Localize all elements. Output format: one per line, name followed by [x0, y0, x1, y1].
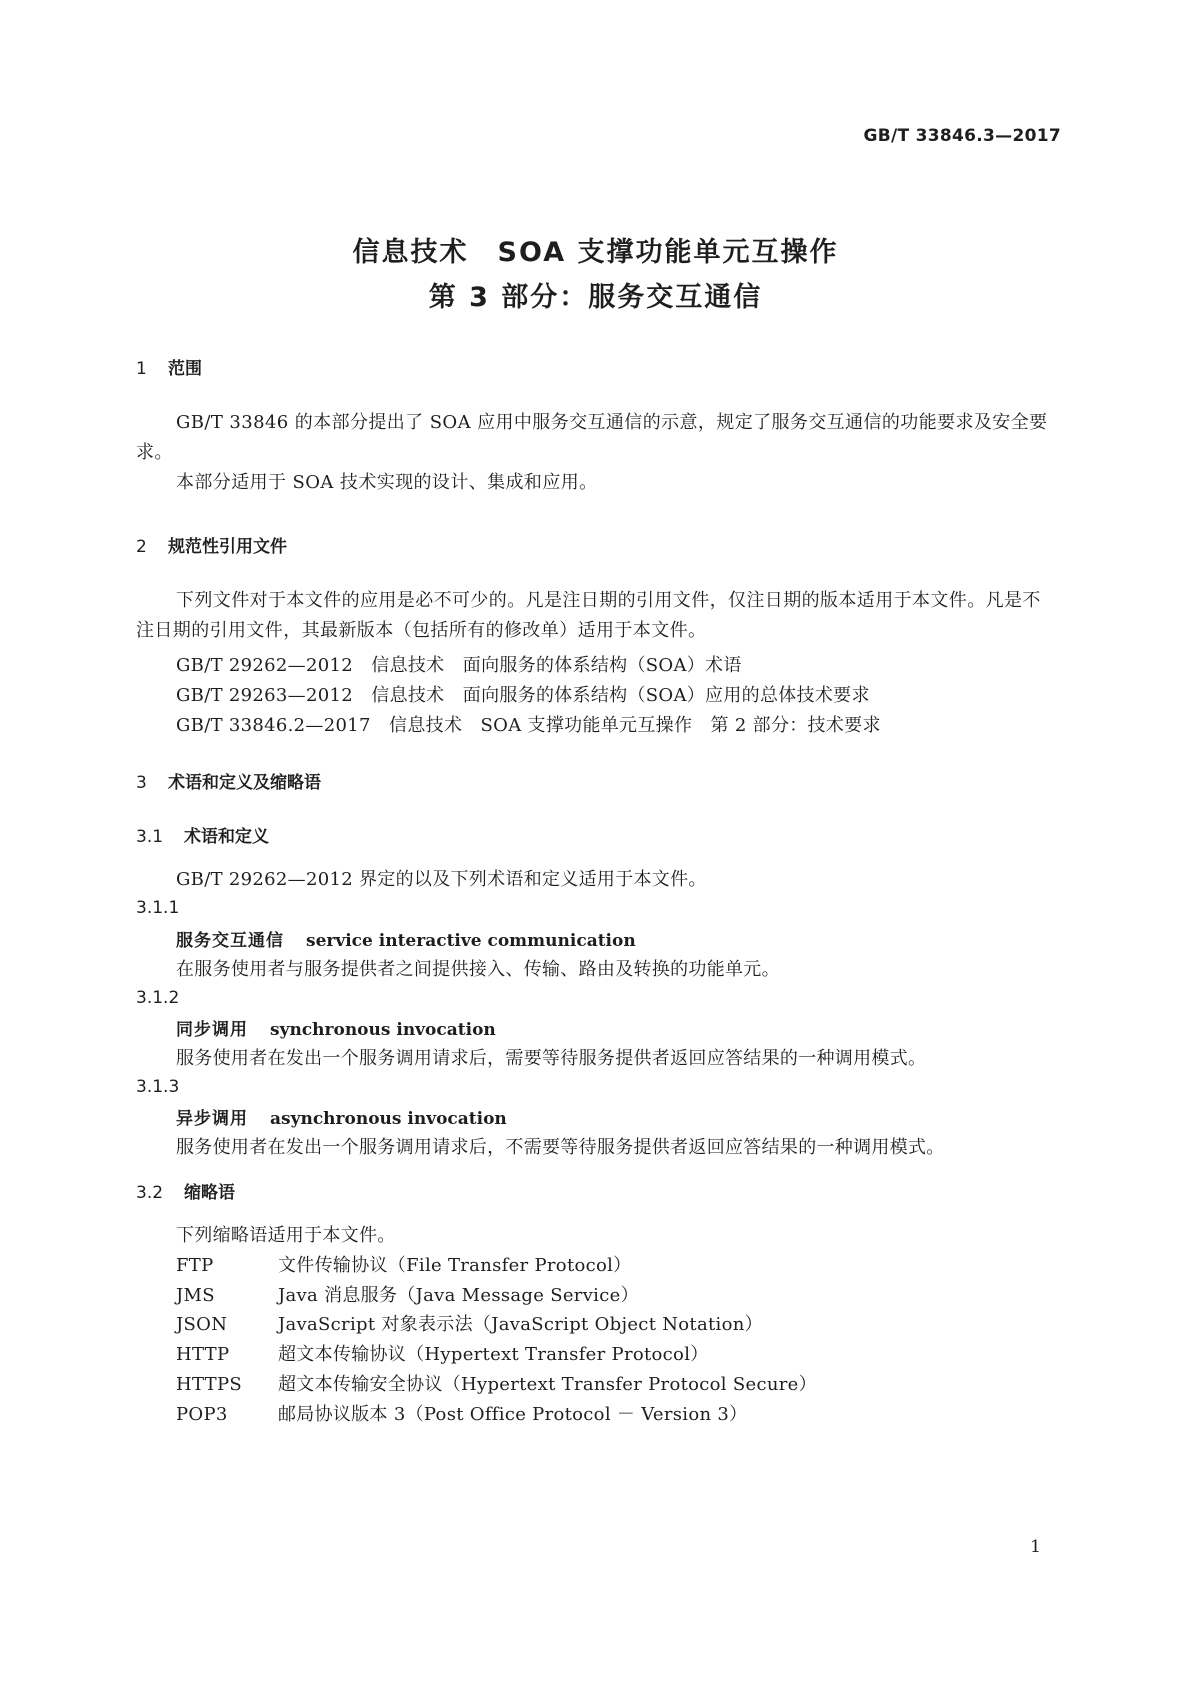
- term-zh: 异步调用: [176, 1109, 248, 1129]
- page-number: 1: [1030, 1537, 1041, 1557]
- section-1-paragraph-1: GB/T 33846 的本部分提出了 SOA 应用中服务交互通信的示意，规定了服务交互通信的功能要求及安全要求。: [136, 412, 1048, 463]
- term-zh: 服务交互通信: [176, 931, 284, 951]
- document-title-line1: 信息技术 SOA 支撑功能单元互操作: [352, 237, 839, 268]
- term-number: 3.1.2: [136, 988, 180, 1008]
- normative-reference: GB/T 29263—2012 信息技术 面向服务的体系结构（SOA）应用的总体技术要求: [176, 685, 870, 706]
- abbreviation-row: [176, 1340, 709, 1366]
- term-en: synchronous invocation: [270, 1020, 496, 1040]
- section-title: 术语和定义: [184, 827, 269, 847]
- section-number: 3: [136, 773, 147, 793]
- abbreviation-row: [176, 1400, 747, 1426]
- abbreviation-expansion: 超文本传输安全协议（Hypertext Transfer Protocol Secure）: [278, 1374, 817, 1395]
- abbreviation-row: [176, 1310, 763, 1336]
- document-title-line2: 第 3 部分：服务交互通信: [428, 282, 763, 313]
- abbreviation: JMS: [176, 1285, 215, 1306]
- abbreviation-expansion: Java 消息服务（Java Message Service）: [278, 1285, 639, 1306]
- abbreviation: POP3: [176, 1404, 228, 1425]
- normative-reference: GB/T 33846.2—2017 信息技术 SOA 支撑功能单元互操作 第 2 部分：技术要求: [176, 715, 881, 736]
- section-title: 术语和定义及缩略语: [168, 773, 321, 793]
- section-title: 范围: [168, 359, 202, 379]
- abbreviation-row: [176, 1370, 817, 1396]
- section-title: 规范性引用文件: [168, 537, 287, 557]
- section-2-heading: [136, 532, 287, 557]
- term-en: service interactive communication: [306, 931, 636, 951]
- normative-reference: GB/T 29262—2012 信息技术 面向服务的体系结构（SOA）术语: [176, 655, 742, 676]
- term-number: 3.1.1: [136, 898, 180, 918]
- abbreviation-expansion: 超文本传输协议（Hypertext Transfer Protocol）: [278, 1344, 709, 1365]
- abbreviation: JSON: [176, 1314, 228, 1335]
- abbreviation-row: [176, 1281, 639, 1307]
- section-2-paragraph: 下列文件对于本文件的应用是必不可少的。凡是注日期的引用文件，仅注日期的版本适用于本文件。凡是不注日期的引用文件，其最新版本（包括所有的修改单）适用于本文件。: [136, 590, 1041, 641]
- section-title: 缩略语: [184, 1183, 235, 1203]
- term-zh: 同步调用: [176, 1020, 248, 1040]
- abbreviation: FTP: [176, 1255, 214, 1276]
- term-entry: [176, 1015, 496, 1040]
- section-number: 2: [136, 537, 147, 557]
- section-number: 1: [136, 359, 147, 379]
- abbreviations-intro: 下列缩略语适用于本文件。: [176, 1225, 396, 1246]
- abbreviation-expansion: 邮局协议版本 3（Post Office Protocol － Version 3）: [278, 1404, 748, 1425]
- abbreviation: HTTP: [176, 1344, 230, 1365]
- abbreviation-expansion: 文件传输协议（File Transfer Protocol）: [278, 1255, 632, 1276]
- term-definition: 服务使用者在发出一个服务调用请求后，需要等待服务提供者返回应答结果的一种调用模式。: [176, 1048, 927, 1069]
- section-1-paragraph-2: 本部分适用于 SOA 技术实现的设计、集成和应用。: [176, 472, 598, 493]
- standard-number: GB/T 33846.3—2017: [863, 126, 1061, 146]
- term-number: 3.1.3: [136, 1077, 180, 1097]
- section-number: 3.1: [136, 827, 164, 847]
- section-number: 3.2: [136, 1183, 164, 1203]
- term-entry: [176, 1104, 507, 1129]
- term-definition: 服务使用者在发出一个服务调用请求后，不需要等待服务提供者返回应答结果的一种调用模式。: [176, 1137, 945, 1158]
- section-3-2-heading: [136, 1178, 235, 1203]
- abbreviation-expansion: JavaScript 对象表示法（JavaScript Object Notation）: [278, 1314, 763, 1335]
- section-1-heading: [136, 354, 202, 379]
- term-en: asynchronous invocation: [270, 1109, 507, 1129]
- section-3-heading: [136, 768, 321, 793]
- terms-intro: GB/T 29262—2012 界定的以及下列术语和定义适用于本文件。: [176, 869, 707, 890]
- term-definition: 在服务使用者与服务提供者之间提供接入、传输、路由及转换的功能单元。: [176, 959, 780, 980]
- abbreviation: HTTPS: [176, 1374, 242, 1395]
- section-3-1-heading: [136, 822, 269, 847]
- term-entry: [176, 926, 636, 951]
- abbreviation-row: [176, 1251, 632, 1277]
